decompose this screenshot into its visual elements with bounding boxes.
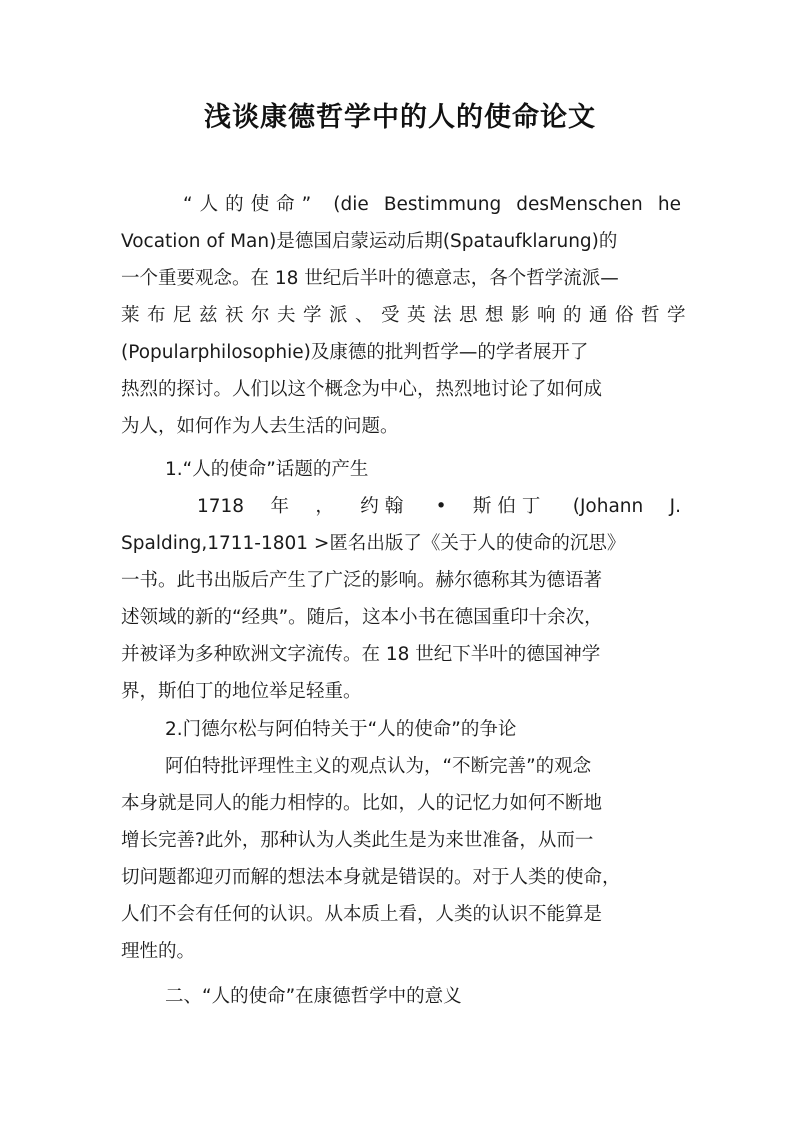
paragraph-line: 莱布尼兹祆尔夫学派、受英法思想影响的通俗哲学	[121, 305, 694, 326]
text-segment: desMenschen	[516, 194, 643, 215]
paragraph-line: 为人，如何作为人去生活的问题。	[121, 416, 399, 437]
paragraph-line: 理性的。	[121, 941, 196, 962]
paragraph-line: 一个重要观念。在 18 世纪后半叶的德意志，各个哲学流派—	[121, 268, 619, 289]
paragraph-line: 热烈的探讨。人们以这个概念为中心，热烈地讨论了如何成	[121, 379, 603, 400]
paragraph-line: 增长完善?此外，那种认为人类此生是为来世准备，从而一	[121, 830, 594, 851]
text-segment: •	[435, 496, 447, 517]
section-heading-3	[121, 978, 681, 1015]
heading-text: 1.“人的使命”话题的产生	[165, 459, 369, 480]
text-segment: J.	[669, 496, 681, 517]
section-heading-2	[121, 711, 681, 748]
heading-text: 二、“人的使命”在康德哲学中的意义	[165, 986, 462, 1007]
text-segment: he	[657, 194, 681, 215]
text-segment: 斯伯丁	[472, 496, 547, 517]
heading-text: 2.门德尔松与阿伯特关于“人的使命”的争论	[165, 719, 517, 740]
text-segment: (Johann	[572, 496, 644, 517]
paragraph-line: (Popularphilosophie)及康德的批判哲学—的学者展开了	[121, 342, 589, 363]
text-segment: ，	[315, 496, 334, 517]
paragraph-line: Vocation of Man)是德国启蒙运动后期(Spataufklarung)的	[121, 231, 618, 252]
paragraph-line: 并被译为多种欧洲文字流传。在 18 世纪下半叶的德国神学	[121, 644, 601, 665]
paragraph-line: 界，斯伯丁的地位举足轻重。	[121, 681, 362, 702]
text-segment: 年	[270, 496, 289, 517]
paragraph-line: 一书。此书出版后产生了广泛的影响。赫尔德称其为德语著	[121, 570, 603, 591]
text-segment: Bestimmung	[383, 194, 502, 215]
paragraph-line	[121, 186, 681, 223]
document-title: 浅谈康德哲学中的人的使命论文	[204, 102, 596, 133]
text-segment: (die	[333, 194, 369, 215]
paragraph-line: Spalding,1711-1801 >匿名出版了《关于人的使命的沉思》	[121, 533, 626, 554]
section-heading-1	[121, 451, 681, 488]
paragraph-line: 述领域的新的“经典”。随后，这本小书在德国重印十余次，	[121, 607, 603, 628]
paragraph-line: 本身就是同人的能力相悖的。比如，人的记忆力如何不断地	[121, 793, 603, 814]
paragraph-human-vocation-intro	[121, 186, 694, 445]
text-segment: “人的使命”	[183, 194, 319, 215]
paragraph-spalding	[121, 488, 681, 710]
paragraph-abbt-critique	[121, 748, 681, 970]
text-segment: 1718	[197, 496, 245, 517]
paragraph-line: 阿伯特批评理性主义的观点认为，“不断完善”的观念	[165, 756, 592, 777]
paragraph-line: 人们不会有任何的认识。从本质上看，人类的认识不能算是	[121, 904, 603, 925]
paragraph-line: 切问题都迎刃而解的想法本身就是错误的。对于人类的使命，	[121, 867, 621, 888]
paragraph-line	[121, 488, 681, 525]
text-segment: 约翰	[360, 496, 410, 517]
